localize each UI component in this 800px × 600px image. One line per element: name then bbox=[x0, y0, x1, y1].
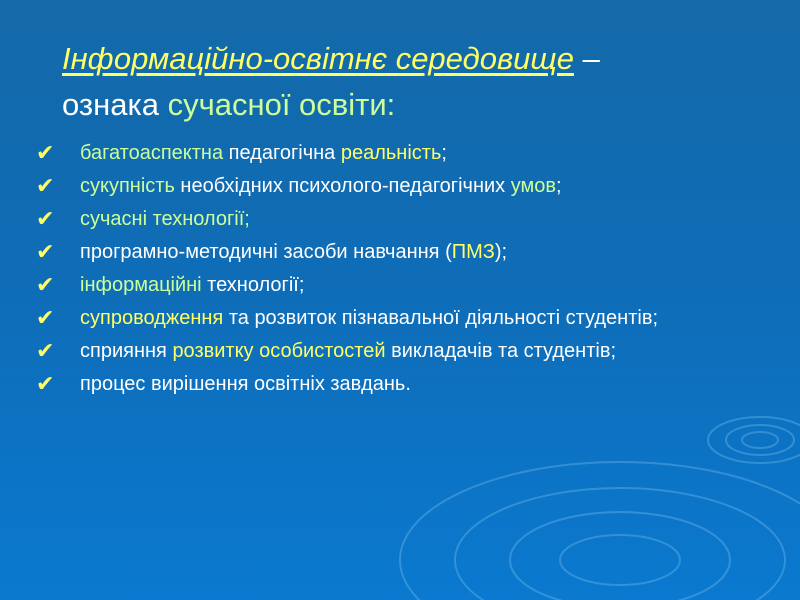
title-dash: – bbox=[573, 41, 600, 76]
check-icon: ✔ bbox=[36, 306, 55, 331]
list-item-text: ); bbox=[494, 241, 508, 263]
list-item-text: реальність bbox=[340, 142, 442, 164]
list-item bbox=[36, 208, 756, 231]
list-item-text: інформаційні bbox=[80, 274, 202, 296]
list-item-text: ; bbox=[441, 142, 447, 164]
list-item-text: багатоаспектна bbox=[80, 142, 224, 164]
list-item-text: викладачів та студентів; bbox=[385, 340, 616, 362]
list-item-text: супроводження bbox=[80, 307, 224, 329]
list-item-text: програмно-методичні засоби навчання ( bbox=[80, 241, 452, 263]
list-item-text: процес вирішення освітніх завдань. bbox=[80, 373, 411, 395]
list-item-text: умов bbox=[510, 175, 557, 197]
list-item-text: ПМЗ bbox=[451, 241, 495, 263]
title-term: Інформаційно-освітнє середовище bbox=[62, 41, 574, 76]
list-item-text: сучасні технології; bbox=[80, 208, 250, 230]
list-item-text: технології; bbox=[201, 274, 305, 296]
check-icon: ✔ bbox=[36, 372, 55, 397]
list-item-text: необхідних психолого-педагогічних bbox=[174, 175, 511, 197]
check-icon: ✔ bbox=[36, 174, 55, 199]
title-subtitle-highlight: сучасної освіти: bbox=[167, 87, 396, 122]
list-item-text: та розвиток пізнавальної діяльності студентів; bbox=[223, 307, 659, 329]
title-subtitle-start: ознака bbox=[62, 87, 168, 122]
list-item bbox=[36, 274, 756, 297]
list-item bbox=[36, 241, 756, 264]
list-item-text: ; bbox=[556, 175, 562, 197]
list-item bbox=[36, 340, 756, 363]
bullet-list bbox=[36, 142, 756, 406]
check-icon: ✔ bbox=[36, 339, 55, 364]
check-icon: ✔ bbox=[36, 207, 55, 232]
check-icon: ✔ bbox=[36, 240, 55, 265]
check-icon: ✔ bbox=[36, 141, 55, 166]
list-item-text: сукупність bbox=[80, 175, 175, 197]
list-item bbox=[36, 142, 756, 165]
list-item bbox=[36, 373, 756, 396]
check-icon: ✔ bbox=[36, 273, 55, 298]
list-item-text: сприяння bbox=[80, 340, 173, 362]
list-item-text: педагогічна bbox=[223, 142, 341, 164]
slide-title bbox=[62, 36, 782, 128]
list-item bbox=[36, 307, 756, 330]
list-item bbox=[36, 175, 756, 198]
list-item-text: розвитку особистостей bbox=[172, 340, 386, 362]
